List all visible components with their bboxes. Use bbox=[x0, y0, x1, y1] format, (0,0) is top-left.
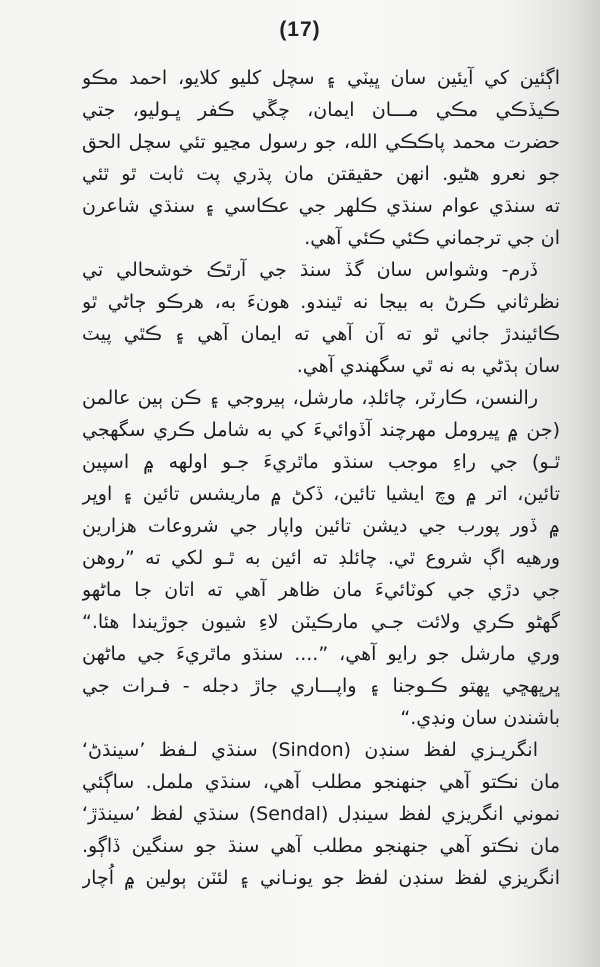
text-line: مان نڪتو آهي جنهنجو مطلب آهي، سنڌي ململ. ساڳئي bbox=[82, 771, 560, 793]
text-line: ته سنڌي عوام سنڌي ڪلهر جي عڪاسي ۽ سنڌي شاعرن bbox=[82, 195, 560, 217]
body-text bbox=[82, 62, 560, 894]
text-line: گهڻو ڪري ولائت جـي مارڪيٽن لاءِ شيون جوڙيندا هئا.“ bbox=[82, 611, 560, 633]
paragraph-first-line: ڏرم- وشواس سان گڏ سنڌ جي آرٿڪ خوشحالي تي bbox=[82, 259, 538, 281]
paragraph-first-line: انگريـزي لفظ سنڊن (Sindon) سنڌي لـفظ ’سينڌڻ‘ bbox=[82, 739, 538, 761]
text-line: ٿـو) جي راءِ موجب سنڌو ماٿريءَ جـو اولهه ۾ اسپين bbox=[82, 451, 560, 473]
text-line: (جن ۾ ڀيرومل مهرچند آڏوائيءَ کي به شامل ڪري سگهجي bbox=[82, 419, 560, 441]
page-number: (17) bbox=[279, 18, 321, 41]
text-line: ان جي ترجماني ڪئي ڪئي آهي. bbox=[304, 227, 560, 249]
text-line: تائين، اتر ۾ وچ ايشيا تائين، ڏکڻ ۾ ماريشس تائين ۽ اوڀر bbox=[82, 483, 560, 505]
text-line: نموني انگريزي لفظ سينڊل (Sendal) سنڌي لفظ ’سينڌڙ‘ bbox=[82, 803, 560, 825]
text-line: باشندن سان ونڊي.“ bbox=[400, 707, 560, 729]
text-line: حضرت محمد پاڪڪي الله، جو رسول مڃيو تئي سچل الحق bbox=[82, 131, 560, 153]
text-line: ڪيڏڪي مڪي مـــان ايمان، چڱي ڪفر ڀـوليو، جتي bbox=[82, 99, 560, 121]
text-line: جو نعرو هڻيو. انهن حقيقتن مان پڌري پت ثابت ٿو ٿئي bbox=[82, 163, 560, 185]
paragraph-first-line: رالنسن، ڪارٽر، چائلڊ، مارشل، ٻيروجي ۽ ڪن ٻين عالمن bbox=[82, 387, 538, 409]
text-line: جي دڙي جي کوٽائيءَ مان ظاهر آهي ته اتان جا ماڻهو bbox=[82, 579, 560, 601]
text-line: ڪائيندڙ جاٺي ٿو ته آن آهي ته ايمان آهي ۽ ڪٿي پيٽ bbox=[82, 323, 560, 345]
text-line: وري مارشل جو رايو آهي، ”.... سنڌو ماٿريءَ جي ماڻهن bbox=[82, 643, 560, 665]
text-line: ورهيه اڳ شروع ٿي. چائلڊ ته ائين به ٿـو لکي ته ”روهن bbox=[82, 547, 560, 569]
text-line: سان ٻڌڻي به نه ٿي سگهندي آهي. bbox=[296, 355, 560, 377]
text-line: انگريزي لفظ سنڊن لفظ جو يونـاني ۽ لئٽن ٻولين ۾ اُچار bbox=[82, 867, 560, 889]
text-line: نظرثاني ڪرڻ به بيجا نه ٿيندو. هونءَ به، هرڪو ڄاڻي ٿو bbox=[82, 291, 560, 313]
text-line: مان نڪتو آهي جنهنجو مطلب آهي سنڌ جو سنگين ڏاڳو. bbox=[82, 835, 560, 857]
text-line: ۾ ڏور پورب جي ديشن تائين واپار جي شروعات هزارين bbox=[82, 515, 560, 537]
text-line: اڳئين کي آيئين سان ڀيٽي ۽ سچل کليو کلايو، احمد مڪو bbox=[82, 67, 560, 89]
text-line: ڀرڀهڇي ڀهتو ڪـوجنا ۽ واپـــاري جاڙ دجله - فـرات جي bbox=[82, 675, 560, 697]
